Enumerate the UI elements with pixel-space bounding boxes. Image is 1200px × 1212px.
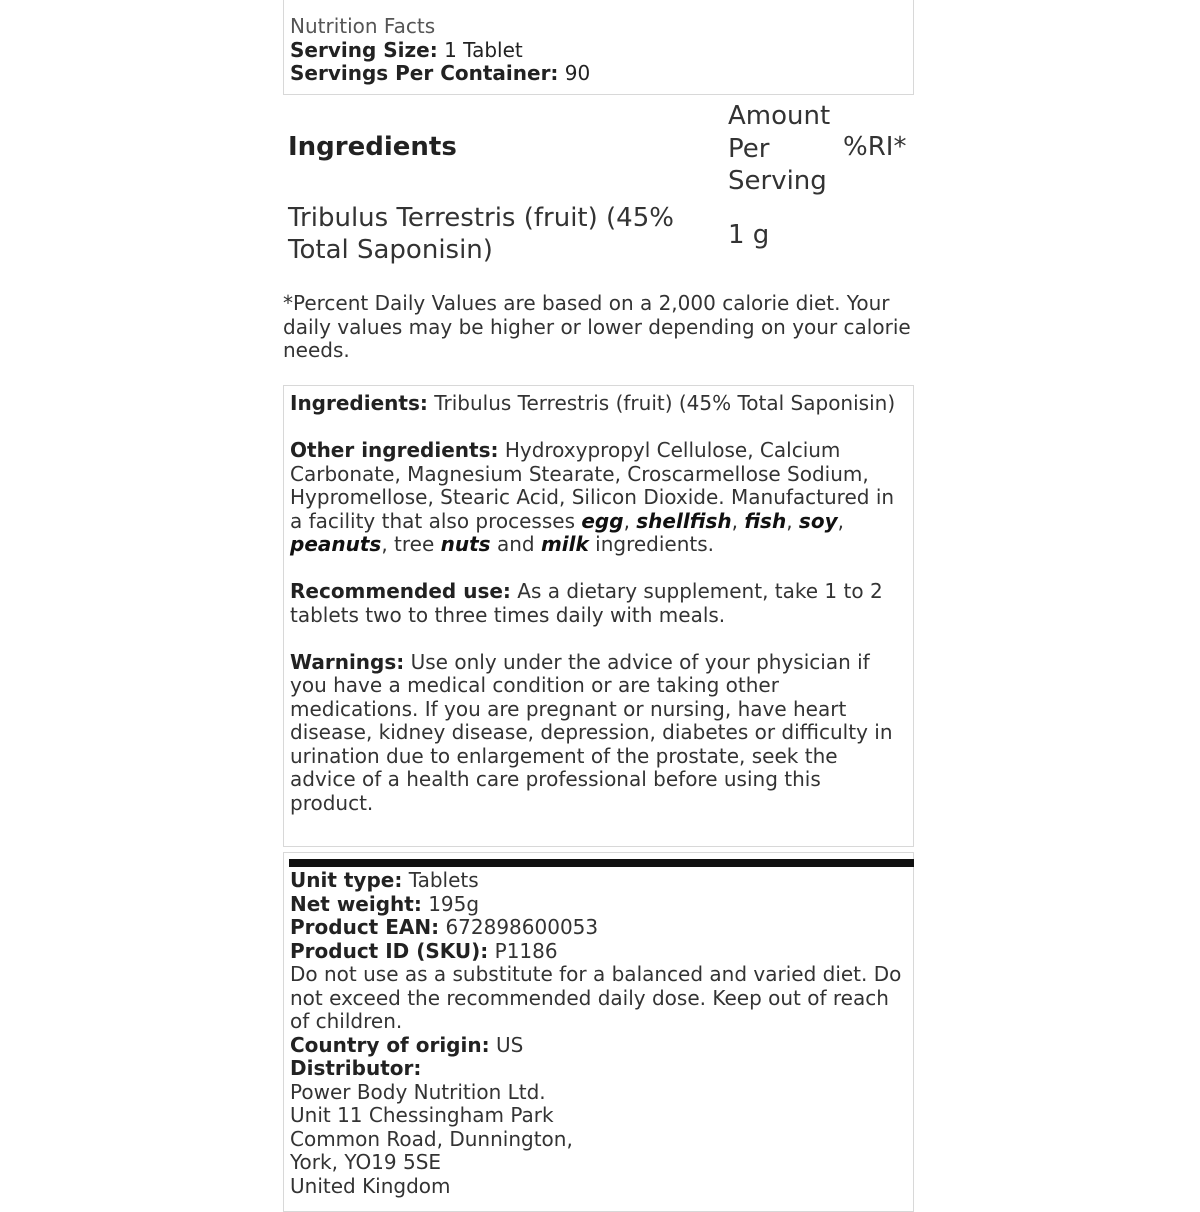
other-ingredients-text: Hydroxypropyl Cellulose, Calcium Carbonate, Magnesium Stearate, Croscarmellose Sodium, Hypromellose, Stearic Acid, Silicon Dioxide. Manufactured in a facility that also processes [290,438,895,533]
product-ean-label: Product EAN: [290,915,440,939]
distributor-label: Distributor: [290,1056,422,1080]
ingredients-text: Tribulus Terrestris (fruit) (45% Total Saponisin) [434,391,896,415]
unit-type-value: Tablets [408,868,479,892]
distributor-line [290,1057,907,1081]
serving-size-line [290,39,913,63]
ingredient-cell: Tribulus Terrestris (fruit) (45% Total Saponisin) [288,203,674,265]
ri-column-header: %RI* [843,132,907,162]
country-of-origin-line [290,1034,907,1058]
servings-per-container-value: 90 [564,61,591,85]
allergen-fish: fish [744,508,787,533]
nutrition-facts-title: Nutrition Facts [290,14,436,38]
distributor-address-line: Unit 11 Chessingham Park [290,1103,554,1127]
other-ingredients-paragraph: Other ingredients: Hydroxypropyl Cellulose, Calcium Carbonate, Magnesium Stearate, Croscarmellose Sodium, Hypromellose, Stearic Acid, Silicon Dioxide. Manufactured in a facility that also processes egg, shellfish, fish, soy, peanuts, tree nuts and milk ingredients. [290,438,895,556]
product-sku-label: Product ID (SKU): [290,938,489,963]
distributor-address-line: Power Body Nutrition Ltd. [290,1079,546,1104]
servings-per-container-line [290,62,913,86]
serving-size-label: Serving Size: [290,37,438,62]
distributor-address-line: Common Road, Dunnington, [290,1126,573,1151]
allergen-peanuts: peanuts [290,532,382,556]
other-ingredients-label: Other ingredients: [290,438,499,462]
allergen-nuts: nuts [440,532,491,556]
unit-type-line [290,869,907,893]
daily-values-footnote: *Percent Daily Values are based on a 2,000 calorie diet. Your daily values may be higher or lower depending on your calorie needs. [283,291,911,362]
product-sku-value: P1186 [494,938,558,963]
warnings-text: Use only under the advice of your physician if you have a medical condition or are taking other medications. If you are pregnant or nursing, have heart disease, kidney disease, depression, diabetes or difficulty in urination due to enlargement of the prostate, seek the advice of a health care professional before using this product. [290,649,893,815]
allergen-milk: milk [540,532,589,556]
country-of-origin-value: US [495,1032,524,1057]
ingredients-end-text: ingredients. [588,532,715,556]
product-info-box [283,852,914,1212]
tree-text: , tree [381,532,441,556]
net-weight-label: Net weight: [290,891,422,916]
product-sku-line [290,940,907,964]
product-ean-line [290,916,907,940]
country-of-origin-label: Country of origin: [290,1032,490,1057]
ingredients-label: Ingredients: [290,391,428,415]
recommended-use-text: As a dietary supplement, take 1 to 2 tablets two to three times daily with meals. [290,579,883,627]
net-weight-value: 195g [428,891,480,916]
and-text: and [490,532,541,556]
serving-size-value: 1 Tablet [444,37,523,62]
nutrition-facts-header [283,0,914,95]
warnings-label: Warnings: [290,649,405,674]
allergen-shellfish: shellfish [636,508,732,533]
divider-rule [289,859,914,867]
recommended-use-label: Recommended use: [290,579,511,603]
ingredients-table [283,100,914,280]
ingredients-details-box [283,385,914,847]
distributor-address-line: York, YO19 5SE [290,1150,442,1174]
recommended-use-paragraph [290,580,903,627]
net-weight-line [290,893,907,917]
ingredients-column-header: Ingredients [288,132,457,162]
distributor-address-line: United Kingdom [290,1173,451,1198]
allergen-egg: egg [581,508,624,533]
warnings-paragraph [290,651,903,816]
amount-cell: 1 g [728,220,770,250]
unit-type-label: Unit type: [290,868,403,892]
servings-per-container-label: Servings Per Container: [290,61,559,85]
ingredients-paragraph [290,392,903,416]
allergen-soy: soy [798,508,838,533]
product-ean-value: 672898600053 [445,915,599,939]
amount-per-serving-column-header: Amount Per Serving [728,101,831,196]
safety-notice: Do not use as a substitute for a balanced and varied diet. Do not exceed the recommended daily dose. Keep out of reach of children. [290,962,902,1033]
